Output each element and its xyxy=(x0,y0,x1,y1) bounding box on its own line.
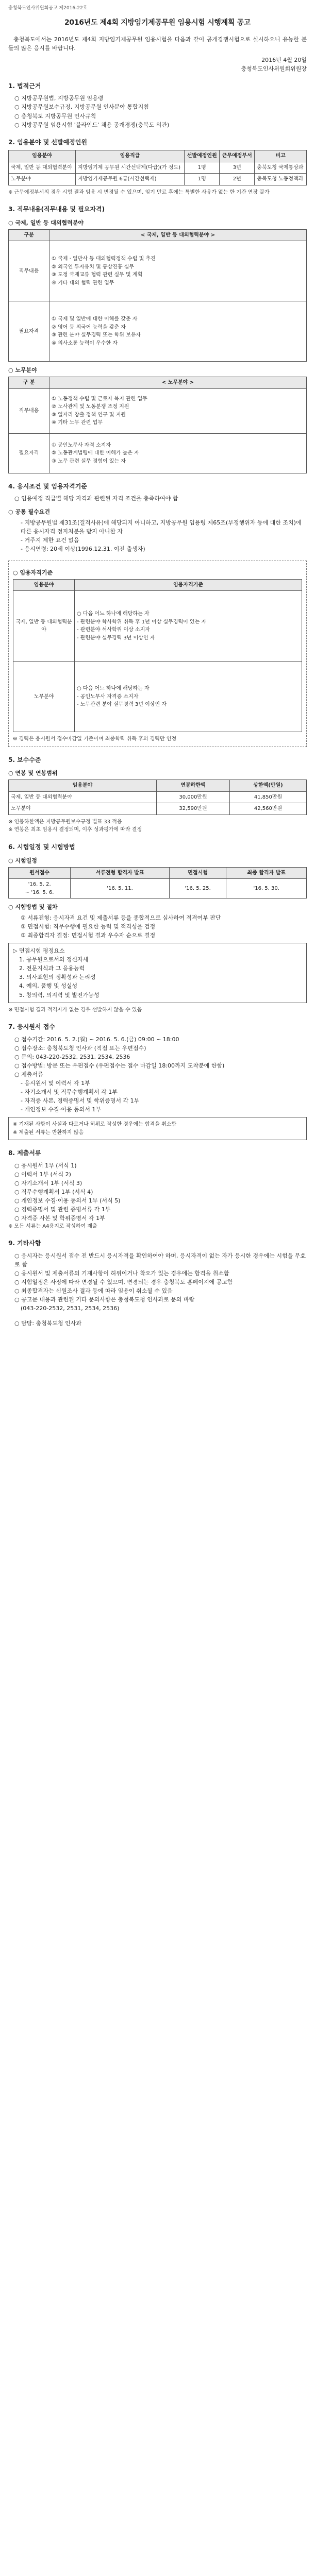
table-cell: ① 노동정책 수립 및 근로자 복지 관련 업무 ② 노사관계 및 노동분쟁 조정 지원 ③ 일자리 창출 정책 연구 및 지원 ④ 기타 노무 관련 업무 xyxy=(49,388,307,433)
table-cell: 2년 xyxy=(220,174,255,185)
salary-note: ※ 연봉은 최초 임용시 결정되며, 이후 성과평가에 따라 결정 xyxy=(8,827,142,833)
section-eligibility-title: 4. 응시조건 및 임용자격기준 xyxy=(8,482,87,490)
qualification-table xyxy=(13,579,302,733)
table-cell: '16. 5. 30. xyxy=(226,879,307,899)
section-duties-title: 3. 직무내용(직무내용 및 필요자격) xyxy=(8,206,105,213)
common-requirements-title: ○ 공통 필수요건 xyxy=(8,508,51,515)
section-misc-title: 9. 기타사항 xyxy=(8,1240,41,1247)
table-row xyxy=(9,791,307,803)
table-header: 연봉하한액 xyxy=(157,780,230,792)
criteria-item: 5. 창의력, 의지력 및 발전가능성 xyxy=(19,991,100,998)
contact-numbers: (043-220-2532, 2531, 2534, 2536) xyxy=(21,1305,120,1312)
table-header: 비고 xyxy=(255,150,307,162)
table-cell: 필요자격 xyxy=(9,433,49,473)
duties-sub-intl: ○ 국제, 일반 등 대외협력분야 xyxy=(8,219,84,226)
table-header: 상한액(만원) xyxy=(229,780,306,792)
table-cell: 직무내용 xyxy=(9,388,49,433)
document-item: ○ 경력증명서 및 관련 증빙서류 각 1부 xyxy=(14,1206,111,1213)
criteria-item: 4. 예의, 품행 및 성실성 xyxy=(19,982,77,990)
criteria-item: 3. 의사표현의 정확성과 논리성 xyxy=(19,974,96,981)
table-cell: ① 국제 및 일반에 대한 이해를 갖춘 자 ② 영어 등 외국어 능력을 갖춘 자 ③ 관련 분야 실무경력 또는 학위 보유자 ④ 의사소통 능력이 우수한 자 xyxy=(49,301,307,362)
requirement-item: - 응시연령: 20세 이상(1996.12.31. 이전 출생자) xyxy=(21,545,145,552)
table-cell: 42,560만원 xyxy=(229,803,306,815)
qualification-title: ○ 임용자격기준 xyxy=(13,569,53,576)
table-row xyxy=(9,433,307,473)
section-application-title: 7. 응시원서 접수 xyxy=(8,1023,55,1031)
section-schedule-title: 6. 시험일정 및 시험방법 xyxy=(8,843,75,851)
application-warning-box xyxy=(8,1117,307,1140)
table-header: 면접시험 xyxy=(169,867,226,879)
table-header: 서류전형 합격자 발표 xyxy=(71,867,169,879)
misc-item: ○ 응시원서 및 제출서류의 기재사항이 허위이거나 착오가 있는 경우에는 합격을 취소함 xyxy=(14,1270,229,1277)
table-header: 임용직급 xyxy=(75,150,184,162)
schedule-sub: ○ 시험일정 xyxy=(8,857,37,864)
duties-sub-labor: ○ 노무분야 xyxy=(8,367,37,374)
table-header: 구 분 xyxy=(9,377,49,389)
table-cell: 필요자격 xyxy=(9,301,49,362)
table-cell: ① 공인노무사 자격 소지자 ② 노동관계법령에 대한 이해가 높은 자 ③ 노무 관련 실무 경험이 있는 자 xyxy=(49,433,307,473)
table-cell: '16. 5. 2. ~ '16. 5. 6. xyxy=(9,879,71,899)
table-cell: 3년 xyxy=(220,162,255,174)
warning-line: ※ 제출된 서류는 반환하지 않음 xyxy=(13,1129,84,1136)
legal-item: ○ 지방공무원보수규정, 지방공무원 인사분야 통합지침 xyxy=(14,104,149,111)
qualification-box xyxy=(8,561,307,747)
application-item: - 자격증 사본, 경력증명서 및 학위증명서 각 1부 xyxy=(21,1097,140,1104)
misc-item: ○ 최종합격자는 신원조사 결과 등에 따라 임용이 취소될 수 있음 xyxy=(14,1287,173,1295)
table-cell: 지방임기제 공무원 시간선택제(다급)(가 정도) xyxy=(75,162,184,174)
application-item: ○ 문의: 043-220-2532, 2531, 2534, 2536 xyxy=(14,1053,130,1060)
table-header: 근무예정부서 xyxy=(220,150,255,162)
table-cell: ○ 다음 어느 하나에 해당하는 자 - 관련분야 학사학위 취득 후 1년 이상 실무경력이 있는 자 - 관련분야 석사학위 이상 소지자 - 관련분야 실무경력 3년 이상인 자 xyxy=(75,591,302,662)
document-item: ○ 직무수행계획서 1부 (서식 4) xyxy=(14,1188,93,1195)
qualification-note: ※ 경력은 응시원서 접수마감일 기준이며 최종학력 취득 후의 경력만 인정 xyxy=(13,736,177,742)
issuer: 충청북도인사위원회위원장 xyxy=(241,65,307,72)
salary-sub: ○ 연봉 및 연봉범위 xyxy=(8,770,58,777)
section-positions-title: 2. 임용분야 및 선발예정인원 xyxy=(8,138,87,146)
document-item: ○ 자격증 사본 및 학위증명서 각 1부 xyxy=(14,1214,105,1222)
table-cell: '16. 5. 11. xyxy=(71,879,169,899)
positions-note: ※ 근무예정부서의 경우 시험 결과 임용 시 변경될 수 있으며, 임기 만료 후에는 특별한 사유가 없는 한 기간 연장 불가 xyxy=(8,189,270,195)
table-header: 임용분야 xyxy=(9,780,157,792)
table-row xyxy=(9,388,307,433)
section-salary-title: 5. 보수수준 xyxy=(8,756,41,764)
application-item: - 자기소개서 및 직무수행계획서 각 1부 xyxy=(21,1088,118,1095)
table-row xyxy=(9,162,307,174)
notice-page xyxy=(8,0,307,1328)
table-cell: 지방임기제공무원 6급(시간선택제) xyxy=(75,174,184,185)
table-cell: 32,590만원 xyxy=(157,803,230,815)
warning-line: ※ 기재된 사항이 사실과 다르거나 허위로 작성한 경우에는 합격을 취소함 xyxy=(13,1122,177,1128)
table-cell: ① 국제 · 일반사 등 대외협력정책 수립 및 추진 ② 외국인 투자유치 및 통상진흥 실무 ③ 도정 국제교류 협력 관련 실무 및 계획 ④ 기타 대외 협력 관련 업무 xyxy=(49,241,307,301)
document-item: ○ 자기소개서 1부 (서식 3) xyxy=(14,1179,82,1187)
section-documents-title: 8. 제출서류 xyxy=(8,1149,41,1157)
table-cell: ○ 다음 어느 하나에 해당하는 자 - 공인노무사 자격증 소지자 - 노무관련 분야 실무경력 3년 이상인 자 xyxy=(75,662,302,732)
table-cell: 충북도청 노동정책과 xyxy=(255,174,307,185)
contact-dept: ○ 담당: 충청북도청 인사과 xyxy=(14,1320,82,1327)
intro-paragraph: 충청북도에서는 2016년도 제4회 지방임기제공무원 임용시험을 다음과 같이 공개경쟁시험으로 실시하오니 유능한 분들의 많은 응시를 바랍니다. xyxy=(8,36,307,52)
table-header: < 노무분야 > xyxy=(49,377,307,389)
legal-item: ○ 지방공무원법, 지방공무원 임용령 xyxy=(14,95,104,102)
application-item: ○ 접수장소: 충청북도청 인사과 (직접 또는 우편접수) xyxy=(14,1044,146,1052)
table-row xyxy=(9,879,307,899)
document-item: ○ 개인정보 수집·이용 동의서 1부 (서식 5) xyxy=(14,1197,121,1204)
table-cell: 직무내용 xyxy=(9,241,49,301)
table-cell: 1명 xyxy=(185,162,220,174)
schedule-after-note: ※ 면접시험 결과 적격자가 없는 경우 선발하지 않을 수 있음 xyxy=(8,1007,142,1013)
legal-item: ○ 충청북도 지방공무원 인사규칙 xyxy=(14,112,96,120)
duties-labor-table xyxy=(8,377,307,473)
document-item: ○ 응시원서 1부 (서식 1) xyxy=(14,1162,77,1169)
table-cell: 노무분야 xyxy=(9,803,157,815)
table-cell: '16. 5. 25. xyxy=(169,879,226,899)
eligibility-note: ○ 임용예정 직급별 해당 자격과 관련된 자격 조건을 충족하여야 함 xyxy=(14,495,178,502)
table-header: 임용자격기준 xyxy=(75,579,302,591)
notice-date: 2016년 4월 20일 xyxy=(261,56,307,63)
table-cell: 30,000만원 xyxy=(157,791,230,803)
salary-table xyxy=(8,779,307,815)
application-item: - 개인정보 수집·이용 동의서 1부 xyxy=(21,1106,101,1113)
notice-number: 충청북도인사위원회공고 제2016-22호 xyxy=(8,6,88,11)
table-row xyxy=(9,241,307,301)
table-row xyxy=(13,662,302,732)
salary-note: ※ 연봉하한액은 지방공무원보수규정 별표 33 적용 xyxy=(8,819,122,825)
table-header: 원서접수 xyxy=(9,867,71,879)
table-row xyxy=(9,174,307,185)
criteria-title: ▷ 면접시험 평정요소 xyxy=(13,947,65,955)
method-item: ② 면접시험: 직무수행에 필요한 능력 및 적격성을 검정 xyxy=(21,923,156,930)
misc-item: ○ 응시자는 응시원서 접수 전 반드시 응시자격을 확인하여야 하며, 응시자격이 없는 자가 응시한 경우에는 시험을 무효로 함 xyxy=(14,1252,306,1268)
requirement-item: - 거주지 제한 요건 없음 xyxy=(21,536,79,544)
misc-item: ○ 시험일정은 사정에 따라 변경될 수 있으며, 변경되는 경우 충청북도 홈페이지에 공고함 xyxy=(14,1279,233,1286)
table-cell: 국제, 일반 등 대외협력분야 xyxy=(13,591,75,662)
table-header: 최종 합격자 발표 xyxy=(226,867,307,879)
interview-criteria-box xyxy=(8,943,307,1003)
schedule-table xyxy=(8,867,307,899)
table-row xyxy=(13,591,302,662)
table-header: 임용분야 xyxy=(9,150,76,162)
positions-table xyxy=(8,150,307,185)
documents-note: ※ 모든 서류는 A4용지로 작성하여 제출 xyxy=(8,1223,97,1229)
method-item: ③ 최종합격자 결정: 면접시험 결과 우수자 순으로 결정 xyxy=(21,932,156,939)
table-header: 임용분야 xyxy=(13,579,75,591)
table-cell: 국제, 일반 등 대외협력분야 xyxy=(9,162,76,174)
duties-intl-table xyxy=(8,229,307,362)
criteria-item: 1. 공무원으로서의 정신자세 xyxy=(19,956,89,963)
misc-item: ○ 공고문 내용과 관련된 기타 문의사항은 충청북도청 인사과로 문의 바람 xyxy=(14,1296,195,1303)
application-item: - 응시원서 및 이력서 각 1부 xyxy=(21,1079,90,1087)
requirement-item: - 지방공무원법 제31조(결격사유)에 해당되지 아니하고, 지방공무원 임용령 제65조(부정행위자 등에 대한 조치)에 따른 응시자격 정지처분을 받지 아니한 자 xyxy=(21,519,302,535)
criteria-item: 2. 전문지식과 그 응용능력 xyxy=(19,965,85,972)
table-header: 선발예정인원 xyxy=(185,150,220,162)
methods-title: ○ 시험방법 및 절차 xyxy=(8,904,58,911)
table-row xyxy=(9,301,307,362)
table-cell: 국제, 일반 등 대외협력분야 xyxy=(9,791,157,803)
table-header: 구분 xyxy=(9,229,49,241)
table-cell: 노무분야 xyxy=(13,662,75,732)
table-cell: 1명 xyxy=(185,174,220,185)
table-cell: 노무분야 xyxy=(9,174,76,185)
table-row xyxy=(9,803,307,815)
legal-item: ○ 지방공무원 임용시험 '블라인드' 채용 공개경쟁(충북도 의관) xyxy=(14,121,170,128)
method-item: ① 서류전형: 응시자격 요건 및 제출서류 등을 종합적으로 심사하여 적격여부 판단 xyxy=(21,914,221,922)
table-cell: 41,850만원 xyxy=(229,791,306,803)
application-item: ○ 접수기간: 2016. 5. 2.(월) ~ 2016. 5. 6.(금) 09:00 ~ 18:00 xyxy=(14,1036,179,1043)
section-legal-basis-title: 1. 법적근거 xyxy=(8,82,41,90)
document-item: ○ 이력서 1부 (서식 2) xyxy=(14,1171,71,1178)
page-title: 2016년도 제4회 지방임기제공무원 임용시험 시행계획 공고 xyxy=(64,18,251,27)
table-header: < 국제, 일반 등 대외협력분야 > xyxy=(49,229,307,241)
table-cell: 충북도청 국제통상과 xyxy=(255,162,307,174)
application-item: ○ 접수방법: 방문 또는 우편접수 (우편접수는 접수 마감일 18:00까지 도착분에 한함) xyxy=(14,1062,225,1069)
application-item: ○ 제출서류 xyxy=(14,1071,43,1078)
